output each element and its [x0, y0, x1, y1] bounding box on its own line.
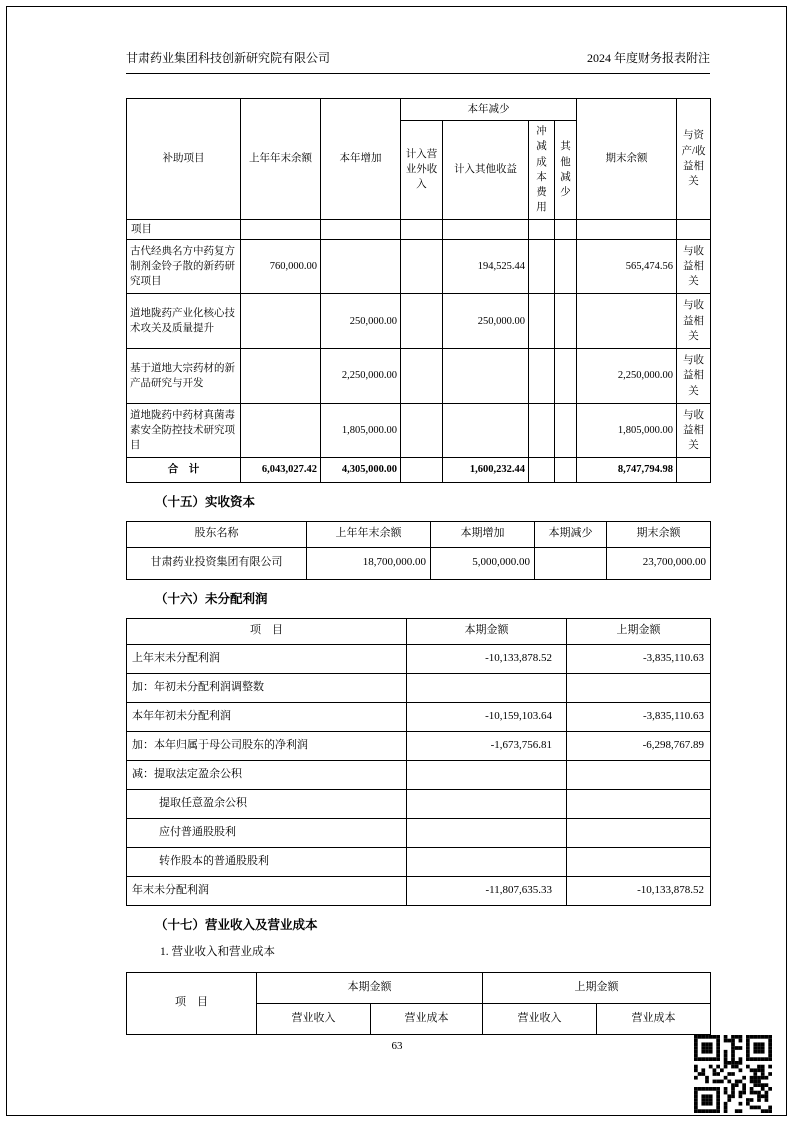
col-header-prev-balance: 上年年末余额	[307, 521, 431, 547]
cell-end-balance: 23,700,000.00	[607, 547, 711, 579]
col-header-current-group: 本期金额	[257, 972, 483, 1003]
cell-dec-other-income: 250,000.00	[443, 294, 529, 349]
col-header-prior-cost: 营业成本	[597, 1003, 711, 1034]
cell-dec-other	[555, 294, 577, 349]
empty-cell	[577, 219, 677, 239]
col-header-current-cost: 营业成本	[371, 1003, 483, 1034]
cell-increase	[321, 239, 401, 294]
cell-dec-nonoperating	[401, 403, 443, 458]
cell-project: 道地陇药中药材真菌毒素安全防控技术研究项目	[127, 403, 241, 458]
retained-row	[127, 760, 711, 789]
retained-row	[127, 644, 711, 673]
col-header-prior-revenue: 营业收入	[483, 1003, 597, 1034]
cell-end-balance: 565,474.56	[577, 239, 677, 294]
cell-dec-other	[555, 239, 577, 294]
cell-prior	[567, 673, 711, 702]
total-end-balance: 8,747,794.98	[577, 458, 677, 482]
capital-row	[127, 547, 711, 579]
cell-dec-other-income: 194,525.44	[443, 239, 529, 294]
cell-related: 与收益相关	[677, 403, 711, 458]
cell-dec-cost-offset	[529, 239, 555, 294]
cell-related: 与收益相关	[677, 294, 711, 349]
cell-item: 加：本年归属于母公司股东的净利润	[127, 731, 407, 760]
retained-header-row	[127, 618, 711, 644]
section17-subtitle: 1. 营业收入和营业成本	[160, 945, 275, 958]
col-header-item: 项 目	[127, 972, 257, 1034]
cell-item: 年末未分配利润	[127, 876, 407, 905]
cell-increase: 1,805,000.00	[321, 403, 401, 458]
col-header-item: 项 目	[127, 618, 407, 644]
cell-prev-balance	[241, 294, 321, 349]
cell-prev-balance: 18,700,000.00	[307, 547, 431, 579]
cell-item: 加：年初未分配利润调整数	[127, 673, 407, 702]
document-header	[126, 50, 710, 74]
qr-code	[694, 1035, 772, 1113]
col-header-shareholder: 股东名称	[127, 521, 307, 547]
retained-row	[127, 702, 711, 731]
col-header-project: 补助项目	[127, 99, 241, 220]
cell-current: -10,133,878.52	[407, 644, 567, 673]
retained-row	[127, 673, 711, 702]
cell-item: 应付普通股股利	[127, 818, 407, 847]
subsidy-row	[127, 239, 711, 294]
total-dec-other	[555, 458, 577, 482]
col-header-prior-group: 上期金额	[483, 972, 711, 1003]
cell-project: 道地陇药产业化核心技术攻关及质量提升	[127, 294, 241, 349]
paid-in-capital-table	[126, 521, 711, 580]
col-header-increase: 本年增加	[321, 99, 401, 220]
cell-end-balance: 1,805,000.00	[577, 403, 677, 458]
cell-current: -10,159,103.64	[407, 702, 567, 731]
subsidy-row	[127, 403, 711, 458]
cell-current	[407, 847, 567, 876]
total-increase: 4,305,000.00	[321, 458, 401, 482]
retained-row	[127, 731, 711, 760]
cell-item: 转作股本的普通股股利	[127, 847, 407, 876]
cell-dec-nonoperating	[401, 294, 443, 349]
total-label: 合 计	[127, 458, 241, 482]
empty-cell	[241, 219, 321, 239]
cell-increase: 5,000,000.00	[431, 547, 535, 579]
section-title-16: （十六）未分配利润	[155, 591, 268, 606]
cell-current	[407, 673, 567, 702]
col-header-dec-other-income: 计入其他收益	[443, 121, 529, 219]
retained-row	[127, 847, 711, 876]
col-header-current-revenue: 营业收入	[257, 1003, 371, 1034]
empty-cell	[677, 219, 711, 239]
cell-prior: -3,835,110.63	[567, 702, 711, 731]
cell-prior: -10,133,878.52	[567, 876, 711, 905]
col-header-current: 本期金额	[407, 618, 567, 644]
empty-cell	[401, 219, 443, 239]
cell-project: 基于道地大宗药材的新产品研究与开发	[127, 349, 241, 404]
cell-prior: -3,835,110.63	[567, 644, 711, 673]
cell-item: 本年年初未分配利润	[127, 702, 407, 731]
cell-dec-cost-offset	[529, 349, 555, 404]
cell-prior: -6,298,767.89	[567, 731, 711, 760]
col-header-prior: 上期金额	[567, 618, 711, 644]
section-title-15: （十五）实收资本	[155, 494, 256, 509]
cell-prior	[567, 760, 711, 789]
page-content	[126, 50, 710, 1035]
cell-increase: 250,000.00	[321, 294, 401, 349]
document-title: 2024 年度财务报表附注	[586, 51, 710, 65]
cell-current	[407, 818, 567, 847]
cell-current	[407, 760, 567, 789]
cell-item: 提取任意盈余公积	[127, 789, 407, 818]
total-related	[677, 458, 711, 482]
cell-item: 减：提取法定盈余公积	[127, 760, 407, 789]
cell-dec-other-income	[443, 403, 529, 458]
col-header-prev-balance: 上年年末余额	[241, 99, 321, 220]
cell-project: 古代经典名方中药复方制剂金铃子散的新药研究项目	[127, 239, 241, 294]
retained-row	[127, 789, 711, 818]
cell-prior	[567, 818, 711, 847]
subsidy-total-row	[127, 458, 711, 482]
cell-prior	[567, 789, 711, 818]
cell-dec-other-income	[443, 349, 529, 404]
empty-cell	[555, 219, 577, 239]
cell-related: 与收益相关	[677, 239, 711, 294]
total-dec-other-income: 1,600,232.44	[443, 458, 529, 482]
qr-code-pattern	[694, 1035, 772, 1113]
cell-end-balance	[577, 294, 677, 349]
subsidy-row	[127, 349, 711, 404]
retained-row	[127, 818, 711, 847]
cell-current: -11,807,635.33	[407, 876, 567, 905]
col-header-dec-cost-offset: 冲减成本费用	[529, 121, 555, 219]
col-header-end-balance: 期末余额	[577, 99, 677, 220]
cell-dec-other	[555, 403, 577, 458]
cell-decrease	[535, 547, 607, 579]
retained-row	[127, 876, 711, 905]
prerow-label: 项目	[127, 219, 241, 239]
subsidy-header-row-1	[127, 99, 711, 121]
col-header-end-balance: 期末余额	[607, 521, 711, 547]
total-prev-balance: 6,043,027.42	[241, 458, 321, 482]
retained-earnings-table	[126, 618, 711, 906]
cell-prev-balance	[241, 349, 321, 404]
cell-dec-nonoperating	[401, 239, 443, 294]
cell-item: 上年末未分配利润	[127, 644, 407, 673]
cell-prior	[567, 847, 711, 876]
cell-current	[407, 789, 567, 818]
empty-cell	[443, 219, 529, 239]
section-title-17: （十七）营业收入及营业成本	[155, 917, 318, 932]
col-header-dec-other: 其他减少	[555, 121, 577, 219]
cell-prev-balance	[241, 403, 321, 458]
cell-dec-other	[555, 349, 577, 404]
col-header-increase: 本期增加	[431, 521, 535, 547]
capital-header-row	[127, 521, 711, 547]
subsidy-table	[126, 98, 711, 483]
cell-dec-nonoperating	[401, 349, 443, 404]
revenue-cost-table	[126, 972, 711, 1035]
cell-increase: 2,250,000.00	[321, 349, 401, 404]
col-header-related: 与资产/收益相关	[677, 99, 711, 220]
total-dec-nonoperating	[401, 458, 443, 482]
cell-end-balance: 2,250,000.00	[577, 349, 677, 404]
col-header-decrease-group: 本年减少	[401, 99, 577, 121]
company-name: 甘肃药业集团科技创新研究院有限公司	[126, 51, 331, 65]
cell-current: -1,673,756.81	[407, 731, 567, 760]
subsidy-prerow	[127, 219, 711, 239]
col-header-decrease: 本期减少	[535, 521, 607, 547]
cell-related: 与收益相关	[677, 349, 711, 404]
subsidy-row	[127, 294, 711, 349]
cell-prev-balance: 760,000.00	[241, 239, 321, 294]
cell-dec-cost-offset	[529, 294, 555, 349]
page-number: 63	[391, 1040, 403, 1052]
revenue-header-row-1	[127, 972, 711, 1003]
empty-cell	[529, 219, 555, 239]
empty-cell	[321, 219, 401, 239]
col-header-dec-nonoperating: 计入营业外收入	[401, 121, 443, 219]
cell-shareholder: 甘肃药业投资集团有限公司	[127, 547, 307, 579]
cell-dec-cost-offset	[529, 403, 555, 458]
total-dec-cost-offset	[529, 458, 555, 482]
